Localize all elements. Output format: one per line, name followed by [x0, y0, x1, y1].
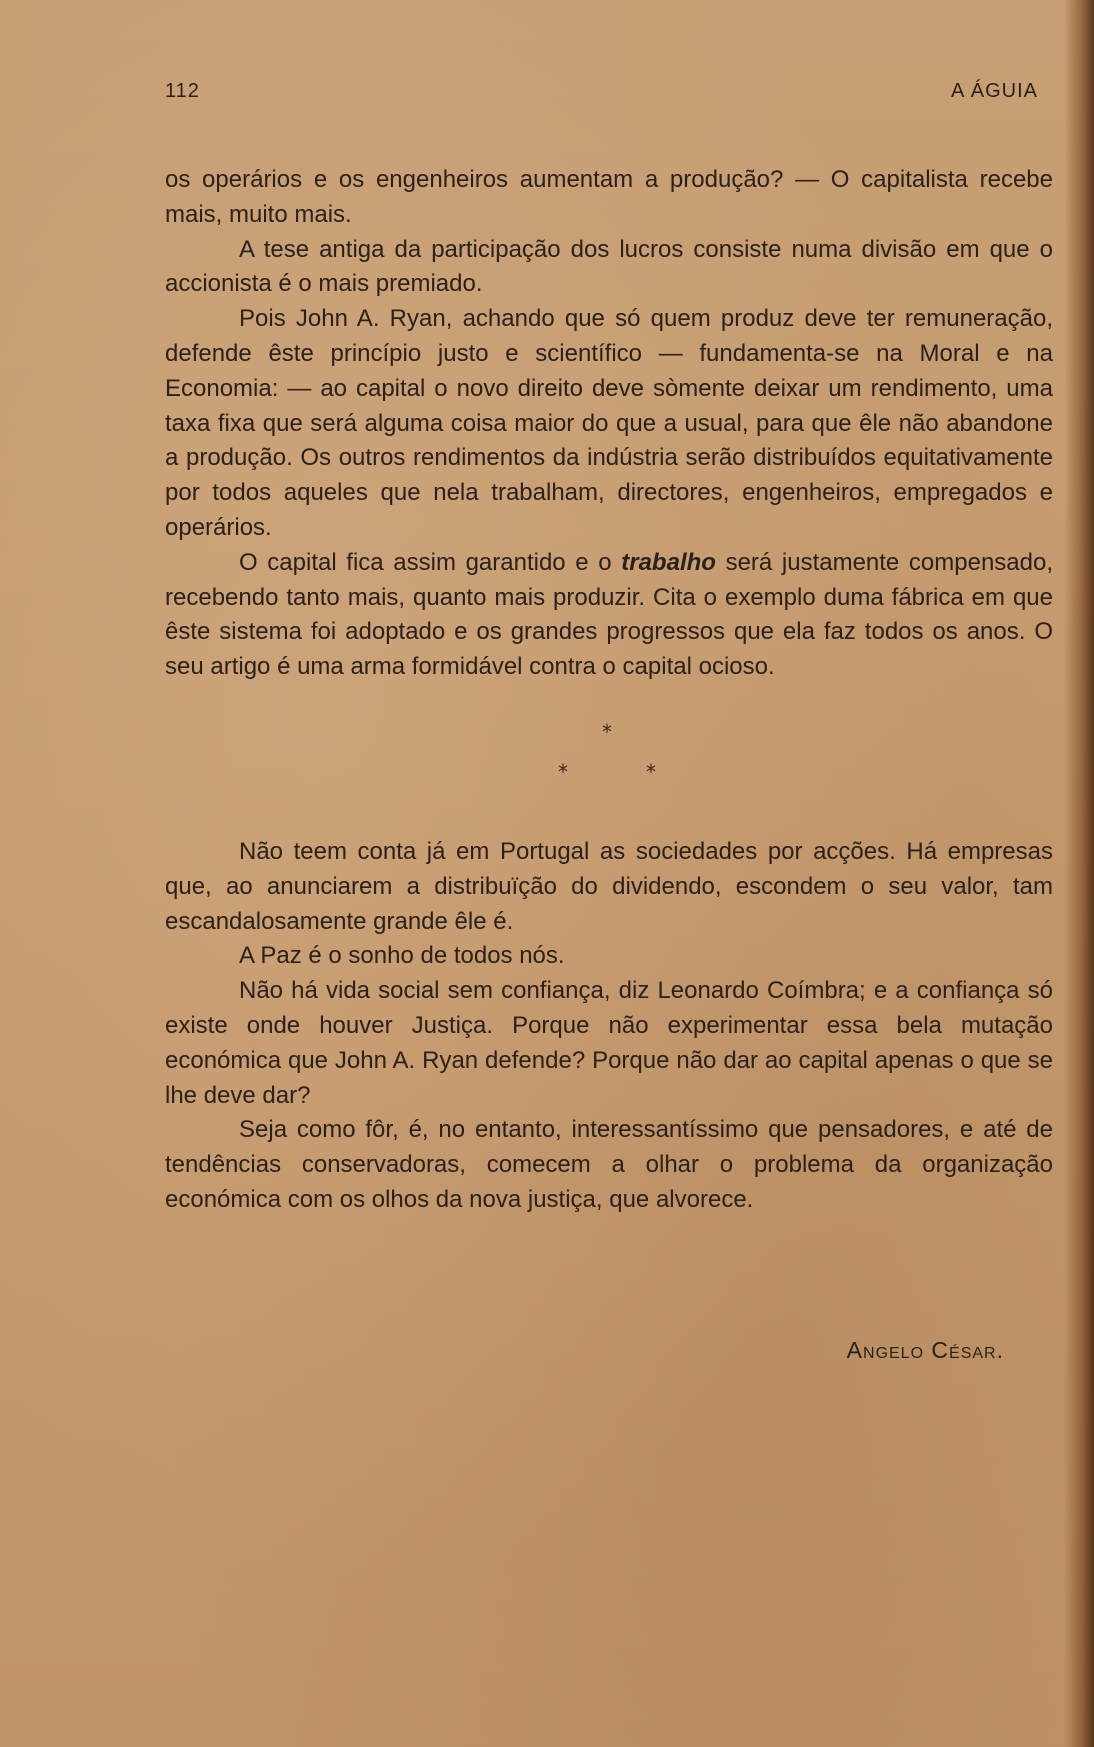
asterisk: *	[646, 759, 656, 784]
paragraph: Pois John A. Ryan, achando que só quem produz deve ter remuneração, defende êste princípio justo e scientífico — fundamenta-se na Moral e na Economia: — ao capital o novo direito deve sòmente deixar um rendimento, uma taxa fixa que será alguma coisa maior do que a usual, para que êle não abandone a produção. Os outros rendimentos da indústria serão distribuídos equitativamente por todos aqueles que nela trabalham, directores, engenheiros, empregados e operários.	[165, 305, 1053, 541]
paragraph: Seja como fôr, é, no entanto, interessantíssimo que pensadores, e até de tendências conservadoras, comecem a olhar o problema da organização económica com os olhos da nova justiça, que alvorece.	[165, 1116, 1053, 1213]
text-run: será justamente compensado, recebendo tanto mais, quanto mais produzir. Cita o exemplo duma fábrica em que êste sistema foi adoptado e os grandes progressos que ela faz todos os anos. O seu artigo é uma arma formidável contra o capital ocioso.	[165, 548, 1054, 681]
journal-title: A ÁGUIA	[950, 80, 1038, 102]
italic-word: trabalho	[621, 548, 716, 576]
asterisk: *	[558, 759, 568, 784]
text-run: O capital fica assim garantido e o	[239, 548, 622, 576]
page-edge-shadow	[1064, 0, 1094, 1747]
paragraph: Não teem conta já em Portugal as sociedades por acções. Há empresas que, ao anunciarem a distribuïção do dividendo, escondem o seu valor, tam escandalosamente grande êle é.	[165, 837, 1053, 935]
paragraph	[165, 546, 1053, 685]
paragraph: A Paz é o sonho de todos nós.	[239, 942, 565, 970]
section-divider-asterism	[165, 685, 1053, 835]
paragraph-continuation: os operários e os engenheiros aumentam a produção? — O capitalista recebe mais, muito mais.	[165, 166, 1053, 228]
paragraph: A tese antiga da participação dos lucros consiste numa divisão em que o accionista é o mais premiado.	[165, 235, 1053, 298]
asterisk: *	[602, 719, 612, 744]
article-body	[165, 163, 1053, 1218]
author-signature: Angelo César.	[846, 1337, 1004, 1363]
paragraph: Não há vida social sem confiança, diz Leonardo Coímbra; e a confiança só existe onde houver Justiça. Porque não experimentar essa bela mutação económica que John A. Ryan defende? Porque não dar ao capital apenas o que se lhe deve dar?	[165, 977, 1053, 1109]
running-head	[165, 80, 1054, 110]
page-number: 112	[165, 80, 200, 102]
